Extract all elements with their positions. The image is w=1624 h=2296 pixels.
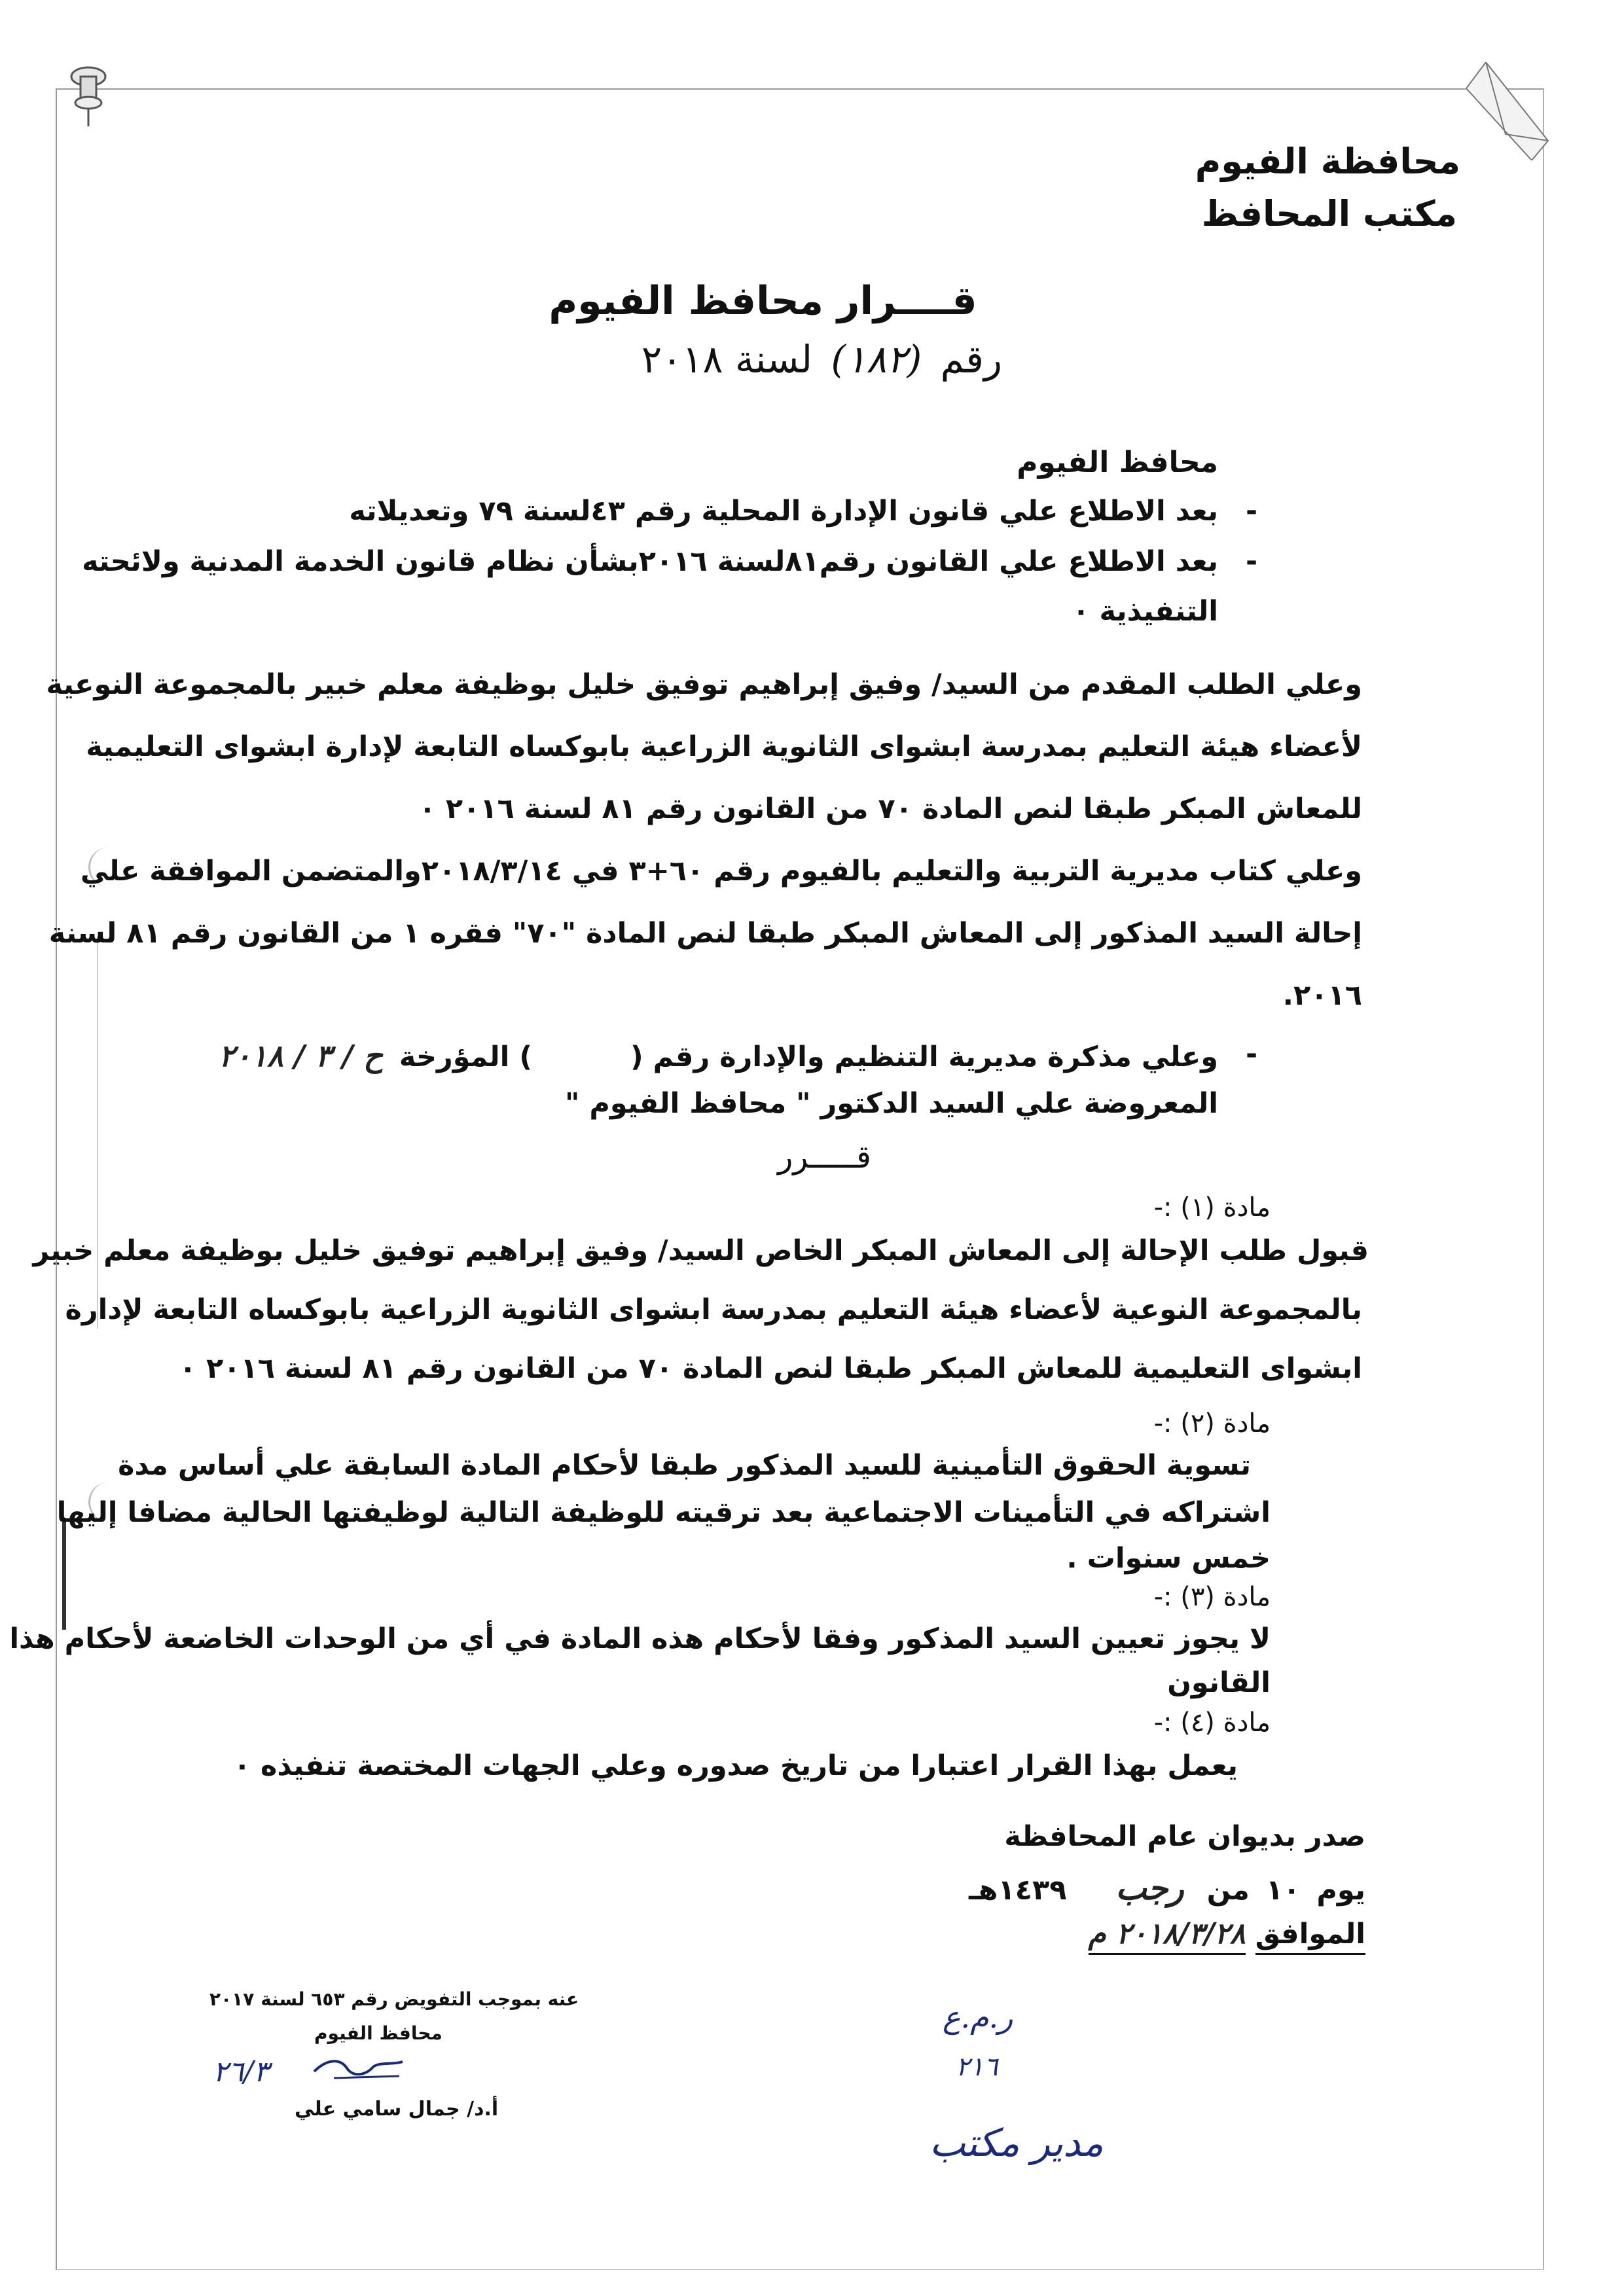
decision-word: قـــــرر bbox=[778, 1139, 871, 1175]
article-heading: مادة (٤) :- bbox=[1153, 1708, 1271, 1738]
handwritten-note: ٢١٦ bbox=[956, 2052, 998, 2082]
article-line: قبول طلب الإحالة إلى المعاش المبكر الخاص السيد/ وفيق إبراهيم توفيق خليل بوظيفة معلم خبير bbox=[33, 1234, 1369, 1267]
governorate-name: محافظة الفيوم bbox=[1195, 141, 1460, 182]
preamble-item: - بعد الاطلاع علي قانون الإدارة المحلية رقم ٤٣لسنة ٧٩ وتعديلاته bbox=[349, 497, 1218, 526]
article-line: لا يجوز تعيين السيد المذكور وفقا لأحكام هذه المادة في أي من الوحدات الخاضعة لأحكام هذا bbox=[9, 1623, 1271, 1655]
decree-title: قــــرار محافظ الفيوم bbox=[549, 278, 977, 324]
memo-reference: وعلي مذكرة مديرية التنظيم والإدارة رقم ( bbox=[630, 1041, 1218, 1073]
issuance-hijri-year: ١٤٣٩هـ bbox=[968, 1874, 1067, 1907]
paragraph-line: ٢٠١٦. bbox=[1282, 979, 1362, 1012]
signature-handwritten-date: ٢٦/٣ bbox=[213, 2055, 269, 2089]
handwritten-note: ر.م.ع bbox=[943, 2000, 1013, 2035]
paragraph-line: لأعضاء هيئة التعليم بمدرسة ابشواى الثانوية الزراعية بابوكساه التابعة لإدارة ابشواى التعليمية bbox=[86, 730, 1362, 763]
memo-line: المعروضة علي السيد الدكتور " محافظ الفيوم " bbox=[565, 1087, 1218, 1120]
office-name: مكتب المحافظ bbox=[1201, 193, 1457, 234]
issuance-gregorian-date bbox=[1088, 1917, 1365, 1950]
folded-corner-icon bbox=[1466, 62, 1551, 160]
issuance-month-prefix: من bbox=[1206, 1874, 1250, 1907]
article-line: بالمجموعة النوعية لأعضاء هيئة التعليم بمدرسة ابشواى الثانوية الزراعية بابوكساه التابعة لإدارة bbox=[65, 1293, 1362, 1326]
article-line: يعمل بهذا القرار اعتبارا من تاريخ صدوره وعلي الجهات المختصة تنفيذه ٠ bbox=[233, 1749, 1238, 1782]
pushpin-icon bbox=[62, 62, 115, 128]
paragraph-line: وعلي الطلب المقدم من السيد/ وفيق إبراهيم توفيق خليل بوظيفة معلم خبير بالمجموعة النوعية bbox=[46, 668, 1362, 701]
article-line: القانون bbox=[1167, 1666, 1271, 1699]
memo-line bbox=[218, 1038, 1218, 1073]
decree-number: (١٨٢) bbox=[831, 337, 922, 382]
issuance-day: ١٠ bbox=[1265, 1874, 1301, 1907]
preamble-item-continuation: التنفيذية ٠ bbox=[1072, 595, 1218, 628]
paragraph-line: إحالة السيد المذكور إلى المعاش المبكر طبقا لنص المادة "٧٠" فقره ١ من القانون رقم ٨١ لسنة bbox=[48, 917, 1362, 950]
binding-mark bbox=[62, 1518, 66, 1630]
issuance-equivalent-label: الموافق bbox=[1255, 1918, 1365, 1955]
issuance-month-handwritten: رجب bbox=[1115, 1869, 1184, 1907]
article-heading: مادة (٢) :- bbox=[1153, 1408, 1271, 1439]
binding-mark bbox=[97, 936, 98, 1329]
article-line: خمس سنوات . bbox=[1066, 1542, 1271, 1575]
signatory-title: محافظ الفيوم bbox=[314, 2022, 442, 2044]
issuance-gregorian-value: ٢٠١٨/٣/٢٨ م bbox=[1089, 1917, 1246, 1955]
delegation-note: عنه بموجب التفويض رقم ٦٥٣ لسنة ٢٠١٧ bbox=[209, 1988, 579, 2010]
decree-number-prefix: رقم bbox=[940, 337, 1002, 382]
decree-year: لسنة ٢٠١٨ bbox=[641, 337, 813, 382]
memo-dated-label: ) المؤرخة bbox=[399, 1041, 532, 1073]
handwritten-note: مدير مكتب bbox=[929, 2121, 1104, 2165]
article-line: ابشواى التعليمية للمعاش المبكر طبقا لنص المادة ٧٠ من القانون رقم ٨١ لسنة ٢٠١٦ ٠ bbox=[179, 1352, 1362, 1385]
article-line: تسوية الحقوق التأمينية للسيد المذكور طبقا لأحكام المادة السابقة علي أساس مدة bbox=[118, 1449, 1251, 1482]
issuance-place: صدر بديوان عام المحافظة bbox=[1004, 1820, 1365, 1853]
paragraph-line: وعلي كتاب مديرية التربية والتعليم بالفيوم رقم ٦٠+٣ في ٢٠١٨/٣/١٤والمتضمن الموافقة علي bbox=[80, 855, 1362, 888]
decree-number-line bbox=[641, 337, 1002, 382]
memo-handwritten-date: ح / ٣ / ٢٠١٨ bbox=[218, 1038, 383, 1073]
preamble-item: - بعد الاطلاع علي القانون رقم٨١لسنة ٢٠١٦بشأن نظام قانون الخدمة المدنية ولائحته bbox=[82, 548, 1218, 576]
signatory-name: أ.د/ جمال سامي علي bbox=[295, 2098, 499, 2121]
issuance-hijri-date bbox=[968, 1869, 1365, 1907]
article-line: اشتراكه في التأمينات الاجتماعية بعد ترقيته للوظيفة التالية لوظيفتها الحالية مضافا إليها bbox=[56, 1496, 1271, 1529]
issuance-day-label: يوم bbox=[1316, 1874, 1365, 1907]
paragraph-line: للمعاش المبكر طبقا لنص المادة ٧٠ من القانون رقم ٨١ لسنة ٢٠١٦ ٠ bbox=[418, 793, 1362, 825]
article-heading: مادة (٣) :- bbox=[1153, 1582, 1271, 1612]
governor-signature-icon bbox=[308, 2049, 406, 2088]
issuer-heading: محافظ الفيوم bbox=[1017, 446, 1218, 479]
article-heading: مادة (١) :- bbox=[1153, 1193, 1271, 1223]
